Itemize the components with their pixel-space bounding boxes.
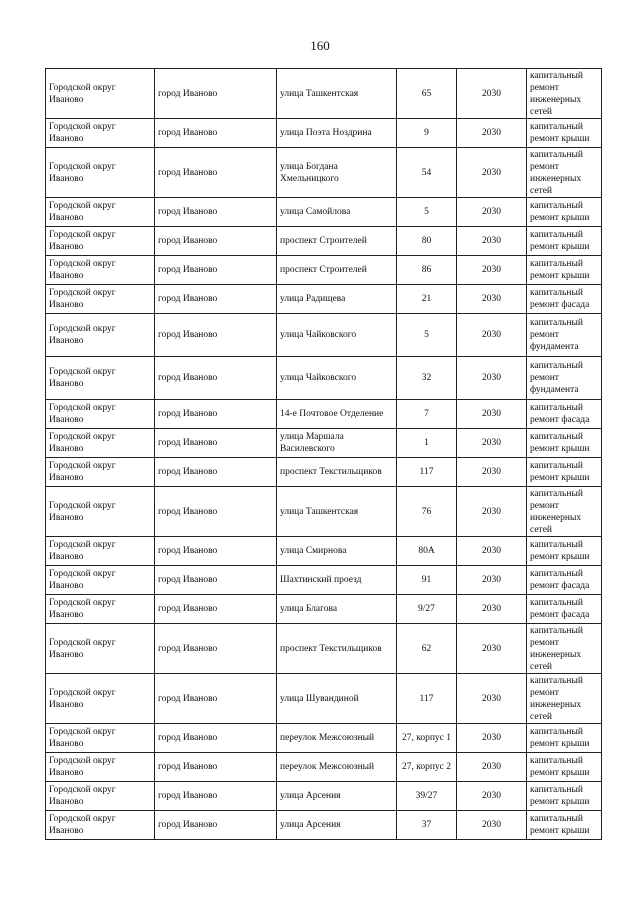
house-cell: 9 bbox=[397, 119, 457, 148]
registry-body bbox=[46, 69, 602, 840]
district-cell: Городской округ Иваново bbox=[46, 487, 155, 537]
table-row bbox=[46, 724, 602, 753]
house-cell: 9/27 bbox=[397, 595, 457, 624]
street-cell: проспект Строителей bbox=[277, 256, 397, 285]
table-row bbox=[46, 458, 602, 487]
table-row bbox=[46, 811, 602, 840]
table-row bbox=[46, 782, 602, 811]
work-type-cell: капитальный ремонт крыши bbox=[527, 753, 602, 782]
table-row bbox=[46, 148, 602, 198]
year-cell: 2030 bbox=[457, 624, 527, 674]
house-cell: 27, корпус 2 bbox=[397, 753, 457, 782]
table-row bbox=[46, 285, 602, 314]
work-type-cell: капитальный ремонт фасада bbox=[527, 595, 602, 624]
city-cell: город Иваново bbox=[155, 256, 277, 285]
city-cell: город Иваново bbox=[155, 314, 277, 357]
street-cell: улица Ташкентская bbox=[277, 487, 397, 537]
house-cell: 80 bbox=[397, 227, 457, 256]
street-cell: проспект Строителей bbox=[277, 227, 397, 256]
year-cell: 2030 bbox=[457, 227, 527, 256]
street-cell: 14-е Почтовое Отделение bbox=[277, 400, 397, 429]
street-cell: улица Богдана Хмельницкого bbox=[277, 148, 397, 198]
city-cell: город Иваново bbox=[155, 753, 277, 782]
district-cell: Городской округ Иваново bbox=[46, 566, 155, 595]
work-type-cell: капитальный ремонт фундамента bbox=[527, 314, 602, 357]
work-type-cell: капитальный ремонт крыши bbox=[527, 119, 602, 148]
house-cell: 91 bbox=[397, 566, 457, 595]
year-cell: 2030 bbox=[457, 285, 527, 314]
table-row bbox=[46, 69, 602, 119]
registry-table bbox=[45, 68, 602, 840]
year-cell: 2030 bbox=[457, 537, 527, 566]
work-type-cell: капитальный ремонт крыши bbox=[527, 227, 602, 256]
street-cell: улица Арсения bbox=[277, 782, 397, 811]
house-cell: 86 bbox=[397, 256, 457, 285]
district-cell: Городской округ Иваново bbox=[46, 458, 155, 487]
city-cell: город Иваново bbox=[155, 285, 277, 314]
work-type-cell: капитальный ремонт крыши bbox=[527, 198, 602, 227]
district-cell: Городской округ Иваново bbox=[46, 198, 155, 227]
district-cell: Городской округ Иваново bbox=[46, 753, 155, 782]
district-cell: Городской округ Иваново bbox=[46, 256, 155, 285]
street-cell: улица Самойлова bbox=[277, 198, 397, 227]
table-row bbox=[46, 357, 602, 400]
table-row bbox=[46, 595, 602, 624]
street-cell: улица Чайковского bbox=[277, 357, 397, 400]
page-number: 160 bbox=[310, 38, 330, 53]
year-cell: 2030 bbox=[457, 314, 527, 357]
table-row bbox=[46, 566, 602, 595]
work-type-cell: капитальный ремонт фасада bbox=[527, 400, 602, 429]
year-cell: 2030 bbox=[457, 357, 527, 400]
table-row bbox=[46, 753, 602, 782]
table-row bbox=[46, 674, 602, 724]
house-cell: 37 bbox=[397, 811, 457, 840]
district-cell: Городской округ Иваново bbox=[46, 782, 155, 811]
house-cell: 76 bbox=[397, 487, 457, 537]
house-cell: 39/27 bbox=[397, 782, 457, 811]
district-cell: Городской округ Иваново bbox=[46, 357, 155, 400]
street-cell: улица Чайковского bbox=[277, 314, 397, 357]
year-cell: 2030 bbox=[457, 724, 527, 753]
year-cell: 2030 bbox=[457, 674, 527, 724]
street-cell: проспект Текстильщиков bbox=[277, 624, 397, 674]
year-cell: 2030 bbox=[457, 429, 527, 458]
work-type-cell: капитальный ремонт крыши bbox=[527, 458, 602, 487]
district-cell: Городской округ Иваново bbox=[46, 227, 155, 256]
district-cell: Городской округ Иваново bbox=[46, 724, 155, 753]
street-cell: переулок Межсоюзный bbox=[277, 724, 397, 753]
district-cell: Городской округ Иваново bbox=[46, 314, 155, 357]
city-cell: город Иваново bbox=[155, 357, 277, 400]
year-cell: 2030 bbox=[457, 148, 527, 198]
work-type-cell: капитальный ремонт крыши bbox=[527, 782, 602, 811]
street-cell: улица Благова bbox=[277, 595, 397, 624]
house-cell: 32 bbox=[397, 357, 457, 400]
city-cell: город Иваново bbox=[155, 69, 277, 119]
district-cell: Городской округ Иваново bbox=[46, 811, 155, 840]
city-cell: город Иваново bbox=[155, 148, 277, 198]
house-cell: 7 bbox=[397, 400, 457, 429]
table-row bbox=[46, 400, 602, 429]
table-row bbox=[46, 487, 602, 537]
district-cell: Городской округ Иваново bbox=[46, 285, 155, 314]
table-row bbox=[46, 256, 602, 285]
district-cell: Городской округ Иваново bbox=[46, 674, 155, 724]
city-cell: город Иваново bbox=[155, 429, 277, 458]
city-cell: город Иваново bbox=[155, 724, 277, 753]
year-cell: 2030 bbox=[457, 198, 527, 227]
district-cell: Городской округ Иваново bbox=[46, 69, 155, 119]
table-row bbox=[46, 314, 602, 357]
work-type-cell: капитальный ремонт инженерных сетей bbox=[527, 69, 602, 119]
year-cell: 2030 bbox=[457, 753, 527, 782]
city-cell: город Иваново bbox=[155, 811, 277, 840]
house-cell: 54 bbox=[397, 148, 457, 198]
year-cell: 2030 bbox=[457, 811, 527, 840]
house-cell: 5 bbox=[397, 198, 457, 227]
work-type-cell: капитальный ремонт фасада bbox=[527, 566, 602, 595]
street-cell: улица Шувандиной bbox=[277, 674, 397, 724]
table-row bbox=[46, 119, 602, 148]
table-row bbox=[46, 227, 602, 256]
house-cell: 1 bbox=[397, 429, 457, 458]
city-cell: город Иваново bbox=[155, 119, 277, 148]
work-type-cell: капитальный ремонт инженерных сетей bbox=[527, 624, 602, 674]
work-type-cell: капитальный ремонт крыши bbox=[527, 429, 602, 458]
district-cell: Городской округ Иваново bbox=[46, 148, 155, 198]
district-cell: Городской округ Иваново bbox=[46, 119, 155, 148]
house-cell: 27, корпус 1 bbox=[397, 724, 457, 753]
city-cell: город Иваново bbox=[155, 566, 277, 595]
street-cell: Шахтинский проезд bbox=[277, 566, 397, 595]
house-cell: 21 bbox=[397, 285, 457, 314]
house-cell: 65 bbox=[397, 69, 457, 119]
city-cell: город Иваново bbox=[155, 458, 277, 487]
district-cell: Городской округ Иваново bbox=[46, 400, 155, 429]
table-row bbox=[46, 537, 602, 566]
year-cell: 2030 bbox=[457, 595, 527, 624]
year-cell: 2030 bbox=[457, 487, 527, 537]
city-cell: город Иваново bbox=[155, 537, 277, 566]
city-cell: город Иваново bbox=[155, 595, 277, 624]
work-type-cell: капитальный ремонт фасада bbox=[527, 285, 602, 314]
year-cell: 2030 bbox=[457, 782, 527, 811]
street-cell: переулок Межсоюзный bbox=[277, 753, 397, 782]
street-cell: улица Ташкентская bbox=[277, 69, 397, 119]
year-cell: 2030 bbox=[457, 119, 527, 148]
year-cell: 2030 bbox=[457, 400, 527, 429]
city-cell: город Иваново bbox=[155, 400, 277, 429]
city-cell: город Иваново bbox=[155, 674, 277, 724]
work-type-cell: капитальный ремонт крыши bbox=[527, 724, 602, 753]
street-cell: улица Радищева bbox=[277, 285, 397, 314]
work-type-cell: капитальный ремонт крыши bbox=[527, 537, 602, 566]
street-cell: улица Маршала Василевского bbox=[277, 429, 397, 458]
year-cell: 2030 bbox=[457, 458, 527, 487]
table-row bbox=[46, 198, 602, 227]
house-cell: 62 bbox=[397, 624, 457, 674]
city-cell: город Иваново bbox=[155, 198, 277, 227]
table-row bbox=[46, 429, 602, 458]
street-cell: улица Смирнова bbox=[277, 537, 397, 566]
work-type-cell: капитальный ремонт крыши bbox=[527, 811, 602, 840]
street-cell: улица Арсения bbox=[277, 811, 397, 840]
city-cell: город Иваново bbox=[155, 227, 277, 256]
city-cell: город Иваново bbox=[155, 782, 277, 811]
work-type-cell: капитальный ремонт фундамента bbox=[527, 357, 602, 400]
city-cell: город Иваново bbox=[155, 487, 277, 537]
district-cell: Городской округ Иваново bbox=[46, 624, 155, 674]
street-cell: проспект Текстильщиков bbox=[277, 458, 397, 487]
year-cell: 2030 bbox=[457, 69, 527, 119]
street-cell: улица Поэта Ноздрина bbox=[277, 119, 397, 148]
house-cell: 80А bbox=[397, 537, 457, 566]
house-cell: 117 bbox=[397, 674, 457, 724]
district-cell: Городской округ Иваново bbox=[46, 595, 155, 624]
work-type-cell: капитальный ремонт инженерных сетей bbox=[527, 148, 602, 198]
year-cell: 2030 bbox=[457, 256, 527, 285]
work-type-cell: капитальный ремонт крыши bbox=[527, 256, 602, 285]
work-type-cell: капитальный ремонт инженерных сетей bbox=[527, 487, 602, 537]
year-cell: 2030 bbox=[457, 566, 527, 595]
house-cell: 5 bbox=[397, 314, 457, 357]
house-cell: 117 bbox=[397, 458, 457, 487]
district-cell: Городской округ Иваново bbox=[46, 537, 155, 566]
work-type-cell: капитальный ремонт инженерных сетей bbox=[527, 674, 602, 724]
table-row bbox=[46, 624, 602, 674]
city-cell: город Иваново bbox=[155, 624, 277, 674]
district-cell: Городской округ Иваново bbox=[46, 429, 155, 458]
